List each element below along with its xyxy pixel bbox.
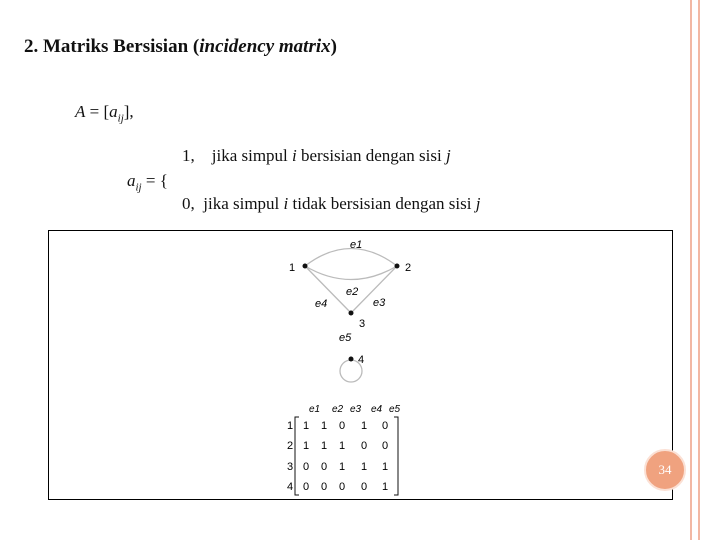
matrix-cell: 1 — [321, 440, 328, 452]
matrix-row-header: 1 — [287, 420, 294, 432]
edge-label: e2 — [346, 286, 359, 298]
figure-box — [48, 230, 673, 500]
matrix-cell: 1 — [382, 461, 389, 473]
matrix-cell: 1 — [339, 440, 346, 452]
matrix-cell: 0 — [339, 481, 346, 493]
page-number-badge: 34 — [644, 449, 686, 491]
matrix-cell: 0 — [361, 481, 368, 493]
matrix-col-header: e1 — [309, 404, 321, 415]
matrix-col-header: e3 — [350, 404, 362, 415]
matrix-col-header: e4 — [371, 404, 383, 415]
matrix-cell: 1 — [361, 461, 368, 473]
vertex-label: 2 — [405, 262, 412, 274]
edge-e2 — [305, 266, 397, 280]
matrix-definition: $A = [a_{ij}]$, — [75, 102, 134, 125]
vertex-label: 4 — [358, 354, 365, 366]
matrix-cell: 0 — [382, 440, 389, 452]
case-one-text-a: jika simpul — [211, 146, 293, 165]
edge-label: e1 — [350, 239, 363, 251]
matrix-cell: 1 — [382, 481, 389, 493]
matrix-col-header: e5 — [389, 404, 401, 415]
case-zero-line — [182, 194, 480, 214]
section-heading — [24, 36, 337, 58]
matrix-cell: 1 — [339, 461, 346, 473]
case-zero-var-j: j — [475, 194, 481, 213]
matrix-row-header: 4 — [287, 481, 294, 493]
edge-label: e3 — [373, 297, 386, 309]
aij-label: $a_{ij}$ = { — [127, 171, 168, 194]
decorative-line — [690, 0, 692, 540]
matrix-bracket-left — [295, 417, 299, 495]
heading-prefix: 2. Matriks Bersisian ( — [24, 36, 200, 57]
case-zero-var-i: i — [283, 194, 289, 213]
case-one-value: 1, — [182, 146, 195, 165]
matrix-cell: 0 — [382, 420, 389, 432]
matrix-cell: 0 — [321, 481, 328, 493]
matrix-cell: 1 — [361, 420, 368, 432]
case-one-text-b: bersisian dengan sisi — [296, 146, 446, 165]
matrix-cell: 1 — [303, 440, 310, 452]
vertex-4 — [349, 357, 354, 362]
heading-suffix: ) — [330, 36, 337, 57]
matrix-cell: 0 — [303, 481, 310, 493]
matrix-bracket-right — [394, 417, 398, 495]
case-zero-value: 0, — [182, 194, 195, 213]
matrix-cell: 0 — [339, 420, 346, 432]
case-one-line — [182, 146, 451, 166]
edge-label: e5 — [339, 332, 352, 344]
vertex-3 — [349, 311, 354, 316]
matrix-cell: 1 — [321, 420, 328, 432]
case-one-var-i: i — [292, 146, 297, 165]
edge-e4 — [305, 266, 351, 313]
decorative-margin — [684, 0, 720, 540]
case-one-var-j: j — [445, 146, 451, 165]
edge-e1 — [305, 249, 397, 267]
decorative-line — [698, 0, 700, 540]
matrix-cell: 1 — [303, 420, 310, 432]
case-zero-text-b: tidak bersisian dengan sisi — [288, 194, 476, 213]
matrix-cell: 0 — [303, 461, 310, 473]
vertex-label: 3 — [359, 318, 366, 330]
matrix-cell: 0 — [361, 440, 368, 452]
matrix-col-header: e2 — [332, 404, 344, 415]
graph-figure — [49, 231, 672, 499]
matrix-row-header: 3 — [287, 461, 294, 473]
matrix-cell: 0 — [321, 461, 328, 473]
case-zero-text-a: jika simpul — [203, 194, 284, 213]
matrix-row-header: 2 — [287, 440, 294, 452]
heading-italic: incidency matrix — [199, 36, 331, 57]
edge-label: e4 — [315, 298, 328, 310]
vertex-1 — [303, 264, 308, 269]
vertex-2 — [395, 264, 400, 269]
vertex-label: 1 — [289, 262, 296, 274]
